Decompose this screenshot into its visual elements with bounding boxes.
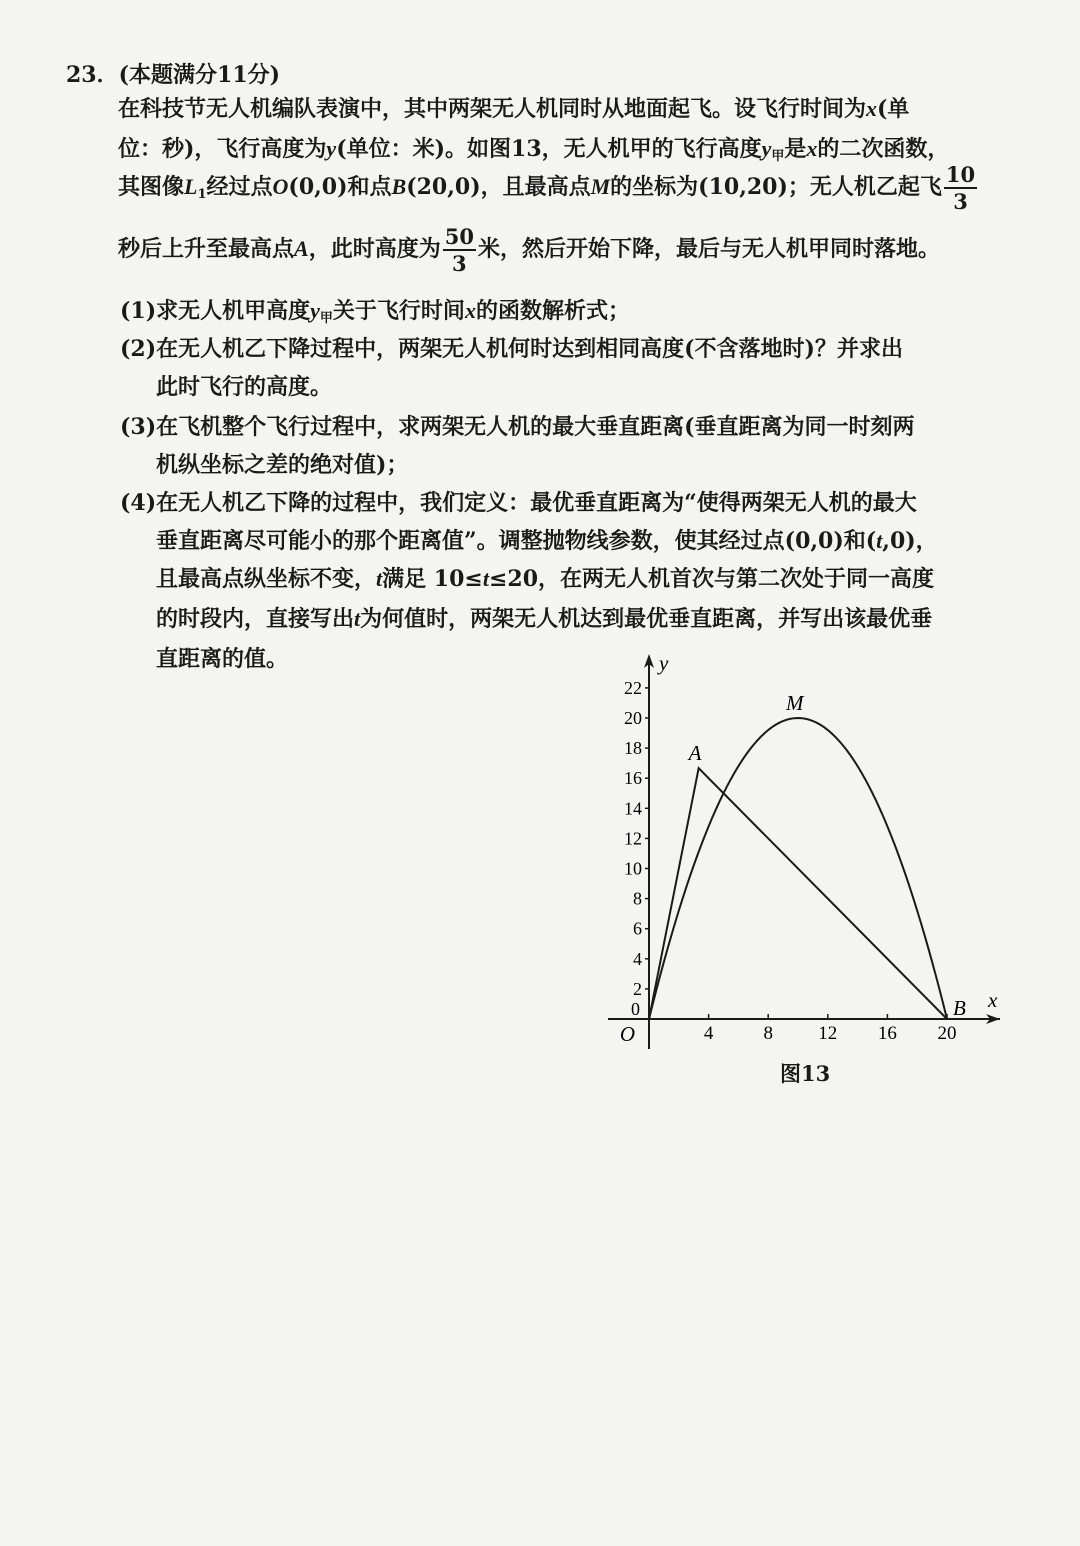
series-yi-polyline [649,768,947,1019]
intro-line-4: 秒后上升至最高点A，此时高度为 $\frac{50}{3}$ 米，然后开始下降，最后与无人机甲同时落地。 [118,224,940,276]
fraction-50-3: $\frac{50}{3}$ [444,224,474,276]
part-3-line-1: (3)在飞机整个飞行过程中，求两架无人机的最大垂直距离(垂直距离为同一时刻两 [120,414,915,440]
intro-line-1: 在科技节无人机编队表演中，其中两架无人机同时从地面起飞。设飞行时间为x(单 [118,96,910,122]
y-zero-label: 0 [631,999,640,1019]
figure-13-chart [590,650,1030,1050]
point-label-B: B [953,996,966,1020]
x-tick-label: 16 [877,1023,897,1044]
y-tick-label: 4 [633,948,642,969]
point-label-M: M [786,691,804,715]
part-4-line-5: 直距离的值。 [156,646,289,672]
y-tick-label: 14 [624,798,642,819]
x-tick-label: 12 [818,1023,838,1044]
y-tick-label: 22 [624,677,642,698]
fraction-10-3: $\frac{10}{3}$ [945,162,976,214]
y-tick-label: 2 [633,978,642,999]
part-4-line-3: 且最高点纵坐标不变，t满足 10≤t≤20，在两无人机首次与第二次处于同一高度 [156,566,935,592]
origin-label: O [619,1022,635,1046]
part-3-line-2: 机纵坐标之差的绝对值)； [156,452,409,478]
y-tick-label: 16 [624,768,642,789]
question-header [66,58,280,89]
part-4-line-1: (4)在无人机乙下降的过程中，我们定义：最优垂直距离为“使得两架无人机的最大 [120,490,917,516]
part-1: (1)求无人机甲高度$y_甲$关于飞行时间x的函数解析式； [120,298,630,326]
points-note: (本题满分11分) [118,62,281,88]
x-axis-label: x [988,988,998,1012]
y-tick-label: 10 [624,858,642,879]
question-number: 23． [66,62,119,88]
intro-line-3: 其图像$L_1$经过点O(0,0)和点B(20,0)，且最高点M的坐标为(10,20)；无人机乙起飞 $\frac{10}{3}$ [118,162,976,214]
part-2-line-1: (2)在无人机乙下降过程中，两架无人机何时达到相同高度(不含落地时)？并求出 [120,336,903,362]
part-4-line-2: 垂直距离尽可能小的那个距离值”。调整抛物线参数，使其经过点(0,0)和(t,0)， [156,528,938,554]
y-tick-label: 6 [633,918,642,939]
part-2-line-2: 此时飞行的高度。 [156,374,333,400]
x-tick-label: 8 [763,1023,773,1044]
y-tick-label: 18 [624,738,642,759]
part-4-line-4: 的时段内，直接写出t为何值时，两架无人机达到最优垂直距离，并写出该最优垂 [156,606,933,632]
y-tick-label: 20 [624,708,642,728]
x-tick-label: 4 [703,1023,714,1044]
y-tick-label: 8 [633,888,642,909]
point-label-A: A [688,741,702,766]
y-axis-label: y [659,651,669,675]
figure-caption: 图13 [780,1061,831,1086]
x-tick-label: 20 [937,1023,957,1044]
y-tick-label: 12 [624,828,642,849]
intro-line-2: 位：秒)，飞行高度为y(单位：米)。如图13，无人机甲的飞行高度$y_甲$是x的二次函数， [118,136,950,164]
